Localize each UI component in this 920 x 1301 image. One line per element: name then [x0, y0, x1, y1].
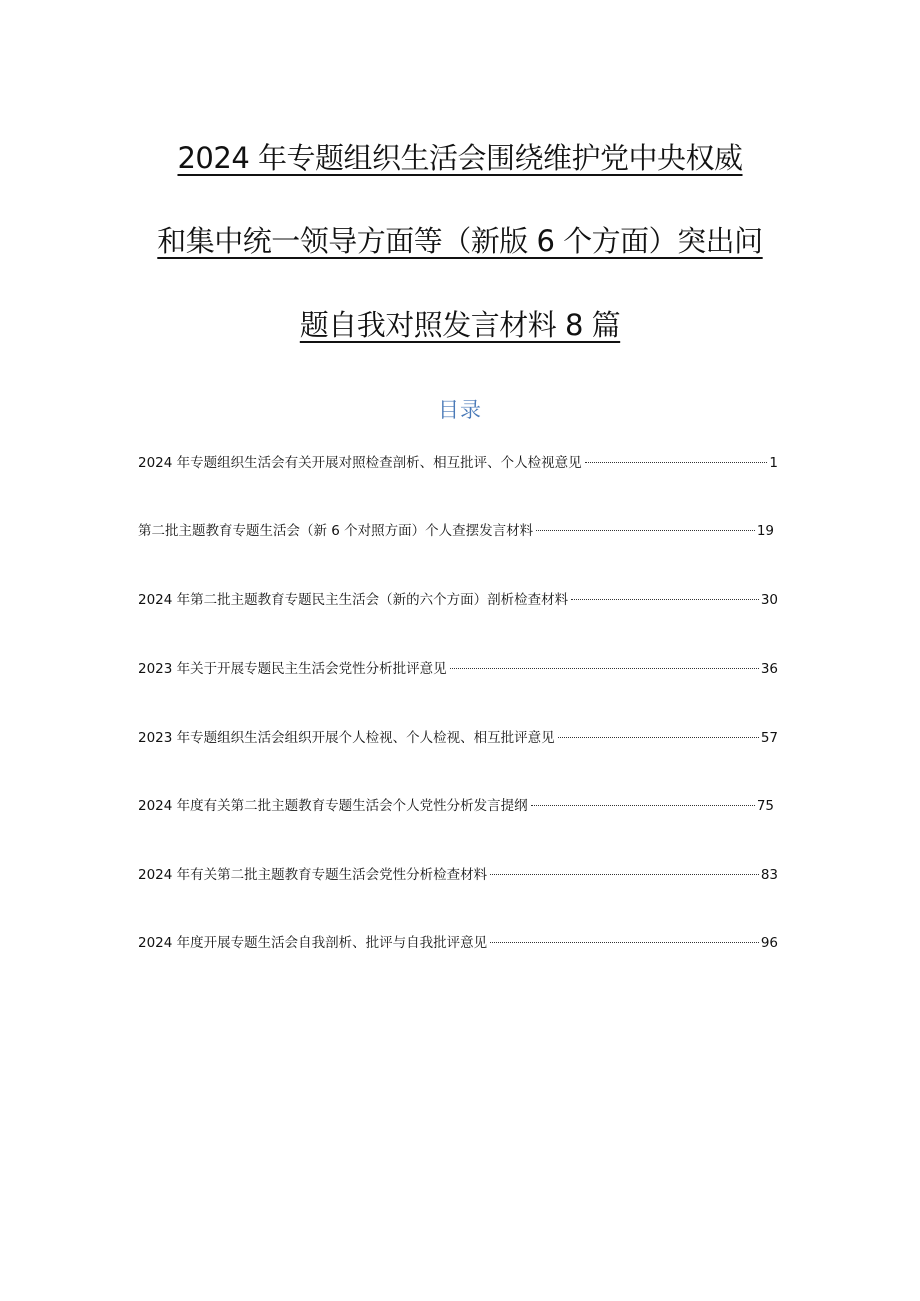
toc-leader-dots [490, 874, 759, 875]
toc-entry-title: 2024 年度开展专题生活会自我剖析、批评与自我批评意见 [138, 935, 488, 951]
toc-entry[interactable] [138, 656, 778, 682]
toc-entry-page: 19 [756, 523, 774, 539]
toc-leader-dots [490, 942, 759, 943]
toc-entry-title: 2023 年关于开展专题民主生活会党性分析批评意见 [138, 661, 447, 677]
toc-entry[interactable] [138, 518, 774, 544]
toc-entry[interactable] [138, 862, 778, 888]
document-title-line-1: 2024 年专题组织生活会围绕维护党中央权威 [177, 141, 743, 175]
toc-leader-dots [585, 462, 768, 463]
toc-entry[interactable] [138, 587, 778, 613]
toc-entry[interactable] [138, 450, 778, 476]
toc-entry-title: 第二批主题教育专题生活会（新 6 个对照方面）个人查摆发言材料 [138, 523, 534, 539]
toc-entry[interactable] [138, 930, 778, 956]
toc-leader-dots [450, 668, 759, 669]
toc-entry-title: 2023 年专题组织生活会组织开展个人检视、个人检视、相互批评意见 [138, 730, 555, 746]
toc-entry-page: 36 [760, 661, 778, 677]
toc-entry-title: 2024 年有关第二批主题教育专题生活会党性分析检查材料 [138, 867, 488, 883]
toc-heading: 目录 [438, 398, 482, 422]
toc-entry[interactable] [138, 793, 774, 819]
toc-entry[interactable] [138, 725, 778, 751]
document-title-line-3: 题自我对照发言材料 8 篇 [299, 308, 621, 342]
toc-leader-dots [536, 530, 755, 531]
toc-leader-dots [531, 805, 755, 806]
toc-entry-page: 1 [769, 455, 778, 471]
toc-leader-dots [571, 599, 759, 600]
toc-entry-title: 2024 年第二批主题教育专题民主生活会（新的六个方面）剖析检查材料 [138, 592, 569, 608]
toc-entry-title: 2024 年度有关第二批主题教育专题生活会个人党性分析发言提纲 [138, 798, 528, 814]
toc-entry-page: 83 [760, 867, 778, 883]
toc-entry-page: 30 [760, 592, 778, 608]
toc-leader-dots [558, 737, 759, 738]
toc-entry-title: 2024 年专题组织生活会有关开展对照检查剖析、相互批评、个人检视意见 [138, 455, 582, 471]
toc-entry-page: 75 [756, 798, 774, 814]
toc-entry-page: 96 [760, 935, 778, 951]
document-title-line-2: 和集中统一领导方面等（新版 6 个方面）突出问 [157, 224, 763, 258]
toc-entry-page: 57 [760, 730, 778, 746]
